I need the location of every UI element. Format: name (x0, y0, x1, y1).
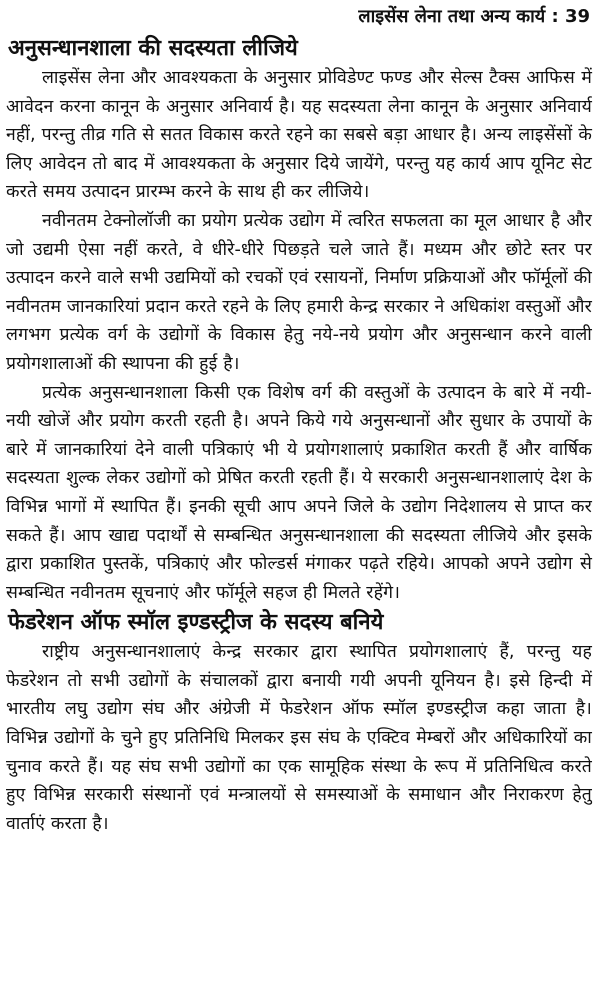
running-header: लाइसेंस लेना तथा अन्य कार्य : 39 (358, 6, 590, 27)
paragraph: प्रत्येक अनुसन्धानशाला किसी एक विशेष वर्ग की वस्तुओं के उत्पादन के बारे में नयी-नयी खोजें और प्रयोग करती रहती है। अपने किये गये अनुसन्धानों और सुधार के उपायों के बारे में जानकारियां देने वाली पत्रिकाएं भी ये प्रयोगशालाएं प्रकाशित करती हैं और वार्षिक सदस्यता शुल्क लेकर उद्योगों को प्रेषित करती रहती हैं। ये सरकारी अनुसन्धानशालाएं देश के विभिन्न भागों में स्थापित हैं। इनकी सूची आप अपने जिले के उद्योग निदेशालय से प्राप्त कर सकते हैं। आप खाद्य पदार्थों से सम्बन्धित अनुसन्धानशाला की सदस्यता लीजिये और इसके द्वारा प्रकाशित पुस्तकें, पत्रिकाएं और फोल्डर्स मंगाकर पढ़ते रहिये। आपको अपने उद्योग से सम्बन्धित नवीनतम सूचनाएं और फॉर्मूले सहज ही मिलते रहेंगे। (6, 382, 592, 603)
paragraph: लाइसेंस लेना और आवश्यकता के अनुसार प्रोविडेण्ट फण्ड और सेल्स टैक्स आफिस में आवेदन करना कानून के अनुसार अनिवार्य है। यह सदस्यता लेना कानून के अनुसार अनिवार्य नहीं, परन्तु तीव्र गति से सतत विकास करते रहने का सबसे बड़ा आधार है। अन्य लाइसेंसों के लिए आवेदन तो बाद में आवश्यकता के अनुसार दिये जायेंगे, परन्तु यह कार्य आप यूनिट सेट करते समय उत्पादन प्रारम्भ करने के साथ ही कर लीजिये। (6, 68, 592, 203)
paragraph: राष्ट्रीय अनुसन्धानशालाएं केन्द्र सरकार द्वारा स्थापित प्रयोगशालाएं हैं, परन्तु यह फेडरेशन तो सभी उद्योगों के संचालकों द्वारा बनायी गयी अपनी यूनियन है। इसे हिन्दी में भारतीय लघु उद्योग संघ और अंग्रेजी में फेडरेशन ऑफ स्मॉल इण्डस्ट्रीज कहा जाता है। विभिन्न उद्योगों के चुने हुए प्रतिनिधि मिलकर इस संघ के एक्टिव मेम्बरों और अधिकारियों का चुनाव करते हैं। यह संघ सभी उद्योगों का एक सामूहिक संस्था के रूप में प्रतिनिधित्व करते हुए विभिन्न सरकारी संस्थानों एवं मन्त्रालयों से समस्याओं के समाधान और निराकरण हेतु वार्ताएं करता है। (6, 642, 592, 834)
section-heading-federation: फेडरेशन ऑफ स्मॉल इण्डस्ट्रीज के सदस्य बनिये (8, 610, 384, 636)
paragraph: नवीनतम टेक्नोलॉजी का प्रयोग प्रत्येक उद्योग में त्वरित सफलता का मूल आधार है और जो उद्यमी ऐसा नहीं करते, वे धीरे-धीरे पिछड़ते चले जाते हैं। मध्यम और छोटे स्तर पर उत्पादन करने वाले सभी उद्यमियों को रचकों एवं रसायनों, निर्माण प्रक्रियाओं और फॉर्मूलों की नवीनतम जानकारियां प्रदान करते रहने के लिए हमारी केन्द्र सरकार ने अधिकांश वस्तुओं और लगभग प्रत्येक वर्ग के उद्योगों के विकास हेतु नये-नये प्रयोग और अनुसन्धान करने वाली प्रयोगशालाओं की स्थापना की हुई है। (6, 210, 592, 374)
section-heading-research-lab: अनुसन्धानशाला की सदस्यता लीजिये (8, 36, 298, 61)
